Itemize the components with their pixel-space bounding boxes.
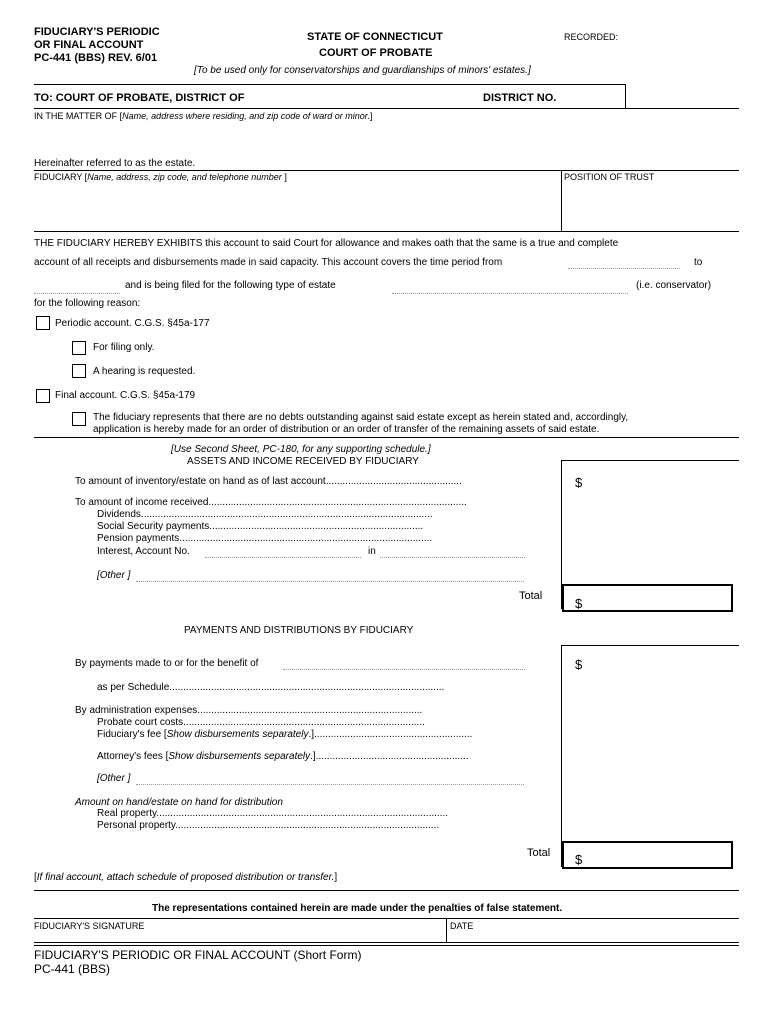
in-the-matter-b: ] (369, 111, 373, 121)
second-sheet-note: [Use Second Sheet, PC-180, for any supporting schedule.] (171, 444, 431, 455)
position-of-trust-label[interactable]: POSITION OF TRUST (564, 172, 655, 182)
assets-rule (34, 437, 739, 438)
exhibit-line2: account of all receipts and disbursements made in said capacity. This account covers the time period from (34, 257, 503, 268)
signature-rule (34, 918, 739, 919)
position-box-left (561, 170, 562, 231)
payments-box-top (561, 645, 739, 646)
if-final-b: ] (334, 872, 338, 883)
fiduciary-fee-a: Fiduciary's fee [ (97, 729, 167, 740)
fiduciary-rule (34, 170, 739, 171)
assets-title: ASSETS AND INCOME RECEIVED BY FIDUCIARY (187, 456, 419, 467)
account-no-field[interactable] (205, 557, 361, 558)
district-box-right (625, 84, 626, 108)
attorney-fee-b: .]....................................................... (310, 751, 469, 762)
payments-amount[interactable]: $ (575, 657, 583, 672)
signature-label[interactable]: FIDUCIARY'S SIGNATURE (34, 921, 145, 931)
probate-costs-line: Probate court costs....................................................................................... (97, 717, 425, 728)
payments-box-left (561, 645, 562, 867)
assets-other-field[interactable] (136, 581, 524, 582)
form-title-line1: FIDUCIARY'S PERIODIC (34, 26, 160, 38)
exhibit-line4: for the following reason: (34, 298, 141, 309)
assets-total-box[interactable] (562, 584, 733, 612)
fiduciary-label-b: ] (281, 172, 287, 182)
in-the-matter-i: Name, address where residing, and zip code of ward or minor. (122, 111, 370, 121)
period-from-field[interactable] (568, 268, 680, 269)
ie-conservator: (i.e. conservator) (636, 280, 712, 291)
in-the-matter-a: IN THE MATTER OF [ (34, 111, 123, 121)
if-final-i: If final account, attach schedule of proposed distribution or transfer. (36, 872, 335, 883)
payments-other-field[interactable] (136, 784, 524, 785)
assets-total-label: Total (519, 590, 543, 602)
attorney-fee-line (97, 751, 469, 762)
fiduciary-label-i: Name, address, zip code, and telephone number (87, 172, 282, 182)
filing-only-label: For filing only. (93, 342, 155, 353)
filing-only-checkbox[interactable] (72, 341, 86, 355)
bottom-title: FIDUCIARY'S PERIODIC OR FINAL ACCOUNT (Short Form) (34, 948, 362, 962)
period-to-field[interactable] (34, 293, 120, 294)
assets-box-top (561, 460, 739, 461)
fiduciary-fee-line (97, 729, 472, 740)
bottom-code: PC-441 (BBS) (34, 962, 111, 976)
usage-note: [To be used only for conservatorships and guardianships of minors' estates.] (194, 65, 531, 76)
fiduciary-label-a: FIDUCIARY [ (34, 172, 88, 182)
no-debts-line2: application is hereby made for an order of distribution or an order of transfer of the remaining assets of said estate. (93, 424, 600, 435)
date-box-left (446, 918, 447, 942)
amount-on-hand-label: Amount on hand/estate on hand for distribution (75, 797, 283, 808)
estate-type-field[interactable] (392, 293, 628, 294)
payments-total-label: Total (527, 847, 551, 859)
hearing-checkbox[interactable] (72, 364, 86, 378)
hereinafter-text: Hereinafter referred to as the estate. (34, 158, 196, 169)
periodic-checkbox[interactable] (36, 316, 50, 330)
fiduciary-fee-b: .]......................................................... (308, 729, 473, 740)
fiduciary-fee-i: Show disbursements separately (166, 729, 309, 740)
payments-total-amount: $ (575, 852, 583, 867)
payments-total-box[interactable] (562, 841, 733, 869)
final-label: Final account. C.G.S. §45a-179 (55, 390, 196, 401)
in-the-matter-label[interactable] (34, 111, 372, 121)
fiduciary-label[interactable] (34, 172, 287, 182)
interest-in-label: in (368, 546, 376, 557)
penalties-statement: The representations contained herein are made under the penalties of false statement. (152, 903, 563, 914)
exhibit-line3: and is being filed for the following type of estate (125, 280, 336, 291)
interest-label: Interest, Account No. (97, 546, 190, 557)
no-debts-line1: The fiduciary represents that there are no debts outstanding against said estate except as herein stated and, accordingly, (93, 412, 629, 423)
exhibit-rule (34, 231, 739, 232)
state-title: STATE OF CONNECTICUT (307, 31, 443, 43)
payments-other-text: [Other ] (97, 773, 131, 784)
interest-in-field[interactable] (380, 557, 525, 558)
by-payments-label: By payments made to or for the benefit of (75, 658, 259, 669)
bottom-rule-2 (34, 945, 739, 946)
bottom-rule-1 (34, 942, 739, 943)
personal-property-line: Personal property............................................................................................... (97, 820, 440, 831)
periodic-label: Periodic account. C.G.S. §45a-177 (55, 318, 210, 329)
dividends-line: Dividends......................................................................................................... (97, 509, 433, 520)
social-security-line: Social Security payments............................................................................. (97, 521, 424, 532)
hearing-label: A hearing is requested. (93, 366, 196, 377)
assets-other-text: [Other ] (97, 570, 131, 581)
penalties-rule (34, 890, 739, 891)
assets-total-amount: $ (575, 596, 583, 611)
assets-other-label (97, 570, 130, 581)
final-checkbox[interactable] (36, 389, 50, 403)
real-property-line: Real property......................................................................................................... (97, 808, 449, 819)
form-title-line2: OR FINAL ACCOUNT (34, 39, 144, 51)
exhibit-line1: THE FIDUCIARY HEREBY EXHIBITS this account to said Court for allowance and makes oath that the same is a true and complete (34, 238, 619, 249)
assets-inventory-amount[interactable]: $ (575, 475, 583, 490)
form-code: PC-441 (BBS) REV. 6/01 (34, 52, 158, 64)
per-schedule-line: as per Schedule................................................................................................... (97, 682, 445, 693)
if-final-note (34, 872, 337, 883)
attorney-fee-a: Attorney's fees [ (97, 751, 169, 762)
court-title: COURT OF PROBATE (319, 47, 433, 59)
to-label: to (694, 257, 703, 268)
no-debts-checkbox[interactable] (72, 412, 86, 426)
payments-title: PAYMENTS AND DISTRIBUTIONS BY FIDUCIARY (184, 625, 414, 636)
date-label[interactable]: DATE (450, 921, 474, 931)
recorded-label: RECORDED: (564, 32, 619, 42)
payments-other-label (97, 773, 130, 784)
attorney-fee-i: Show disbursements separately (168, 751, 311, 762)
beneficiary-field[interactable] (283, 669, 525, 670)
income-line: To amount of income received............................................................................................. (75, 497, 467, 508)
district-rule (34, 108, 739, 109)
pension-line: Pension payments........................................................................................... (97, 533, 433, 544)
if-final-a: [ (34, 872, 37, 883)
admin-expenses-line: By administration expenses................................................................................. (75, 705, 423, 716)
district-no-label[interactable]: DISTRICT NO. (483, 92, 557, 104)
top-rule (34, 84, 625, 85)
to-court-label[interactable]: TO: COURT OF PROBATE, DISTRICT OF (34, 92, 245, 104)
inventory-line: To amount of inventory/estate on hand as of last account................................................. (75, 476, 462, 487)
